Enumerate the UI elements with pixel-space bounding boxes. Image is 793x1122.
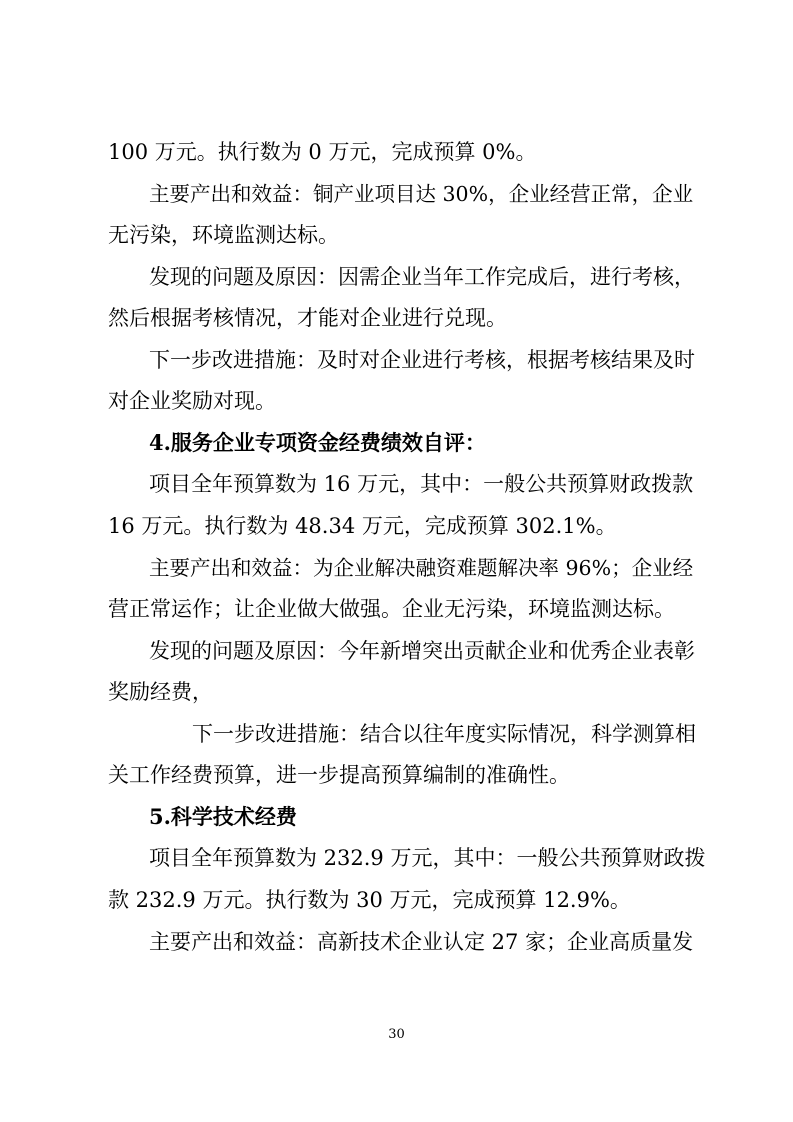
text-line: 主要产出和效益：为企业解决融资难题解决率 96%；企业经 [149,556,694,580]
text-line: 奖励经费， [108,680,213,704]
text-line: 对企业奖励对现。 [108,389,276,413]
text-line: 下一步改进措施：及时对企业进行考核，根据考核结果及时 [149,348,695,372]
text-line: 项目全年预算数为 232.9 万元，其中：一般公共预算财政拨 [149,846,706,870]
text-line: 关工作经费预算，进一步提高预算编制的准确性。 [108,763,570,787]
text-line: 发现的问题及原因：今年新增突出贡献企业和优秀企业表彰 [149,639,695,663]
text-line: 主要产出和效益：高新技术企业认定 27 家；企业高质量发 [149,930,694,954]
text-line: 项目全年预算数为 16 万元，其中：一般公共预算财政拨款 [149,472,694,496]
text-line: 下一步改进措施：结合以往年度实际情况，科学测算相 [192,722,696,746]
text-line: 100 万元。执行数为 0 万元，完成预算 0%。 [108,140,537,164]
section-heading: 4.服务企业专项资金经费绩效自评： [149,430,486,455]
text-line: 无污染，环境监测达标。 [108,223,339,247]
text-line: 发现的问题及原因：因需企业当年工作完成后，进行考核， [149,265,695,289]
text-line: 营正常运作；让企业做大做强。企业无污染，环境监测达标。 [108,597,675,621]
page-number: 30 [388,1027,405,1042]
text-line: 然后根据考核情况，才能对企业进行兑现。 [108,306,507,330]
text-line: 16 万元。执行数为 48.34 万元，完成预算 302.1%。 [108,514,617,538]
text-line: 款 232.9 万元。执行数为 30 万元，完成预算 12.9%。 [108,888,631,912]
text-line: 主要产出和效益：铜产业项目达 30%，企业经营正常，企业 [149,182,694,206]
section-heading: 5.科学技术经费 [149,804,297,829]
